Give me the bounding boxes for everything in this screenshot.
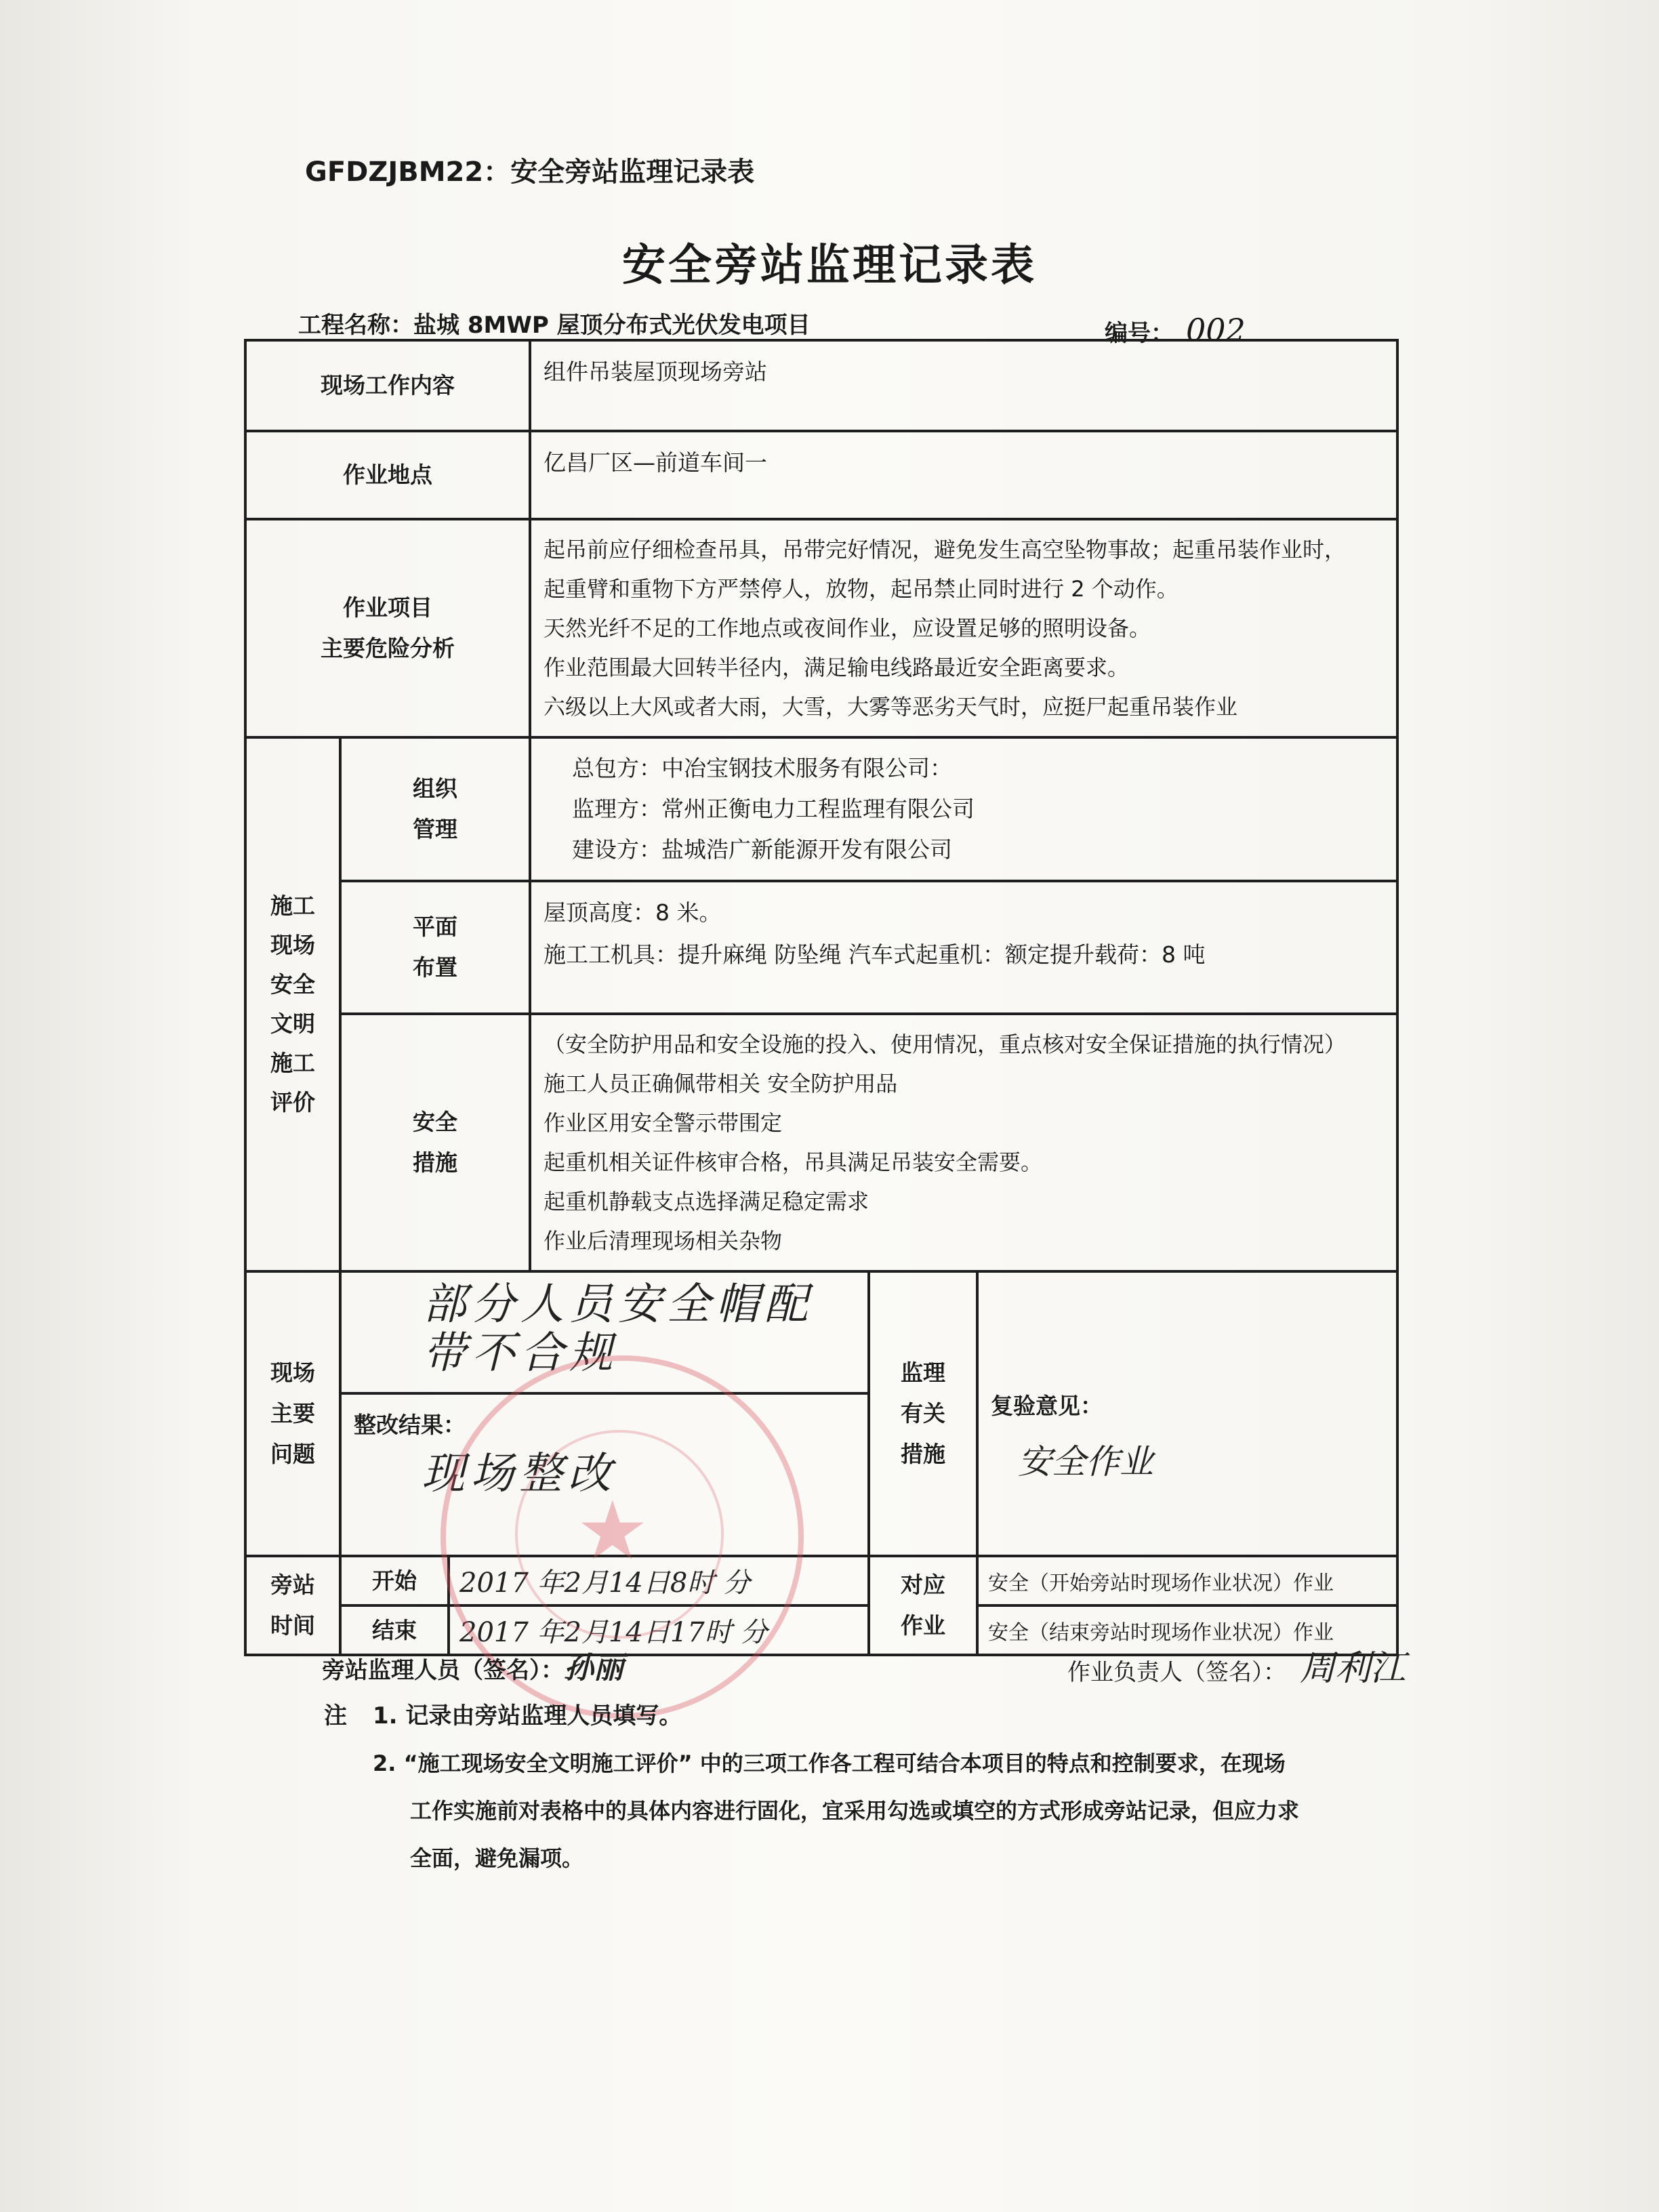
hazard-line: 起重臂和重物下方严禁停人，放物，起吊禁止同时进行 2 个动作。	[544, 576, 1179, 602]
work-label-line: 作业	[901, 1612, 946, 1639]
row-hazard	[245, 519, 1397, 737]
hazard-line: 六级以上大风或者大雨，大雪，大雾等恶劣天气时，应挺尸起重吊装作业	[544, 694, 1238, 720]
work-content-value: 组件吊装屋顶现场旁站	[530, 340, 1397, 431]
start-label: 开始	[340, 1556, 449, 1605]
evaluation-label-line: 文明	[270, 1010, 315, 1037]
measures-label	[869, 1271, 977, 1556]
measures-label-line: 措施	[901, 1441, 946, 1467]
issues-label-line: 主要	[270, 1400, 315, 1427]
red-seal-star-icon: ★	[576, 1484, 649, 1578]
plan-content	[530, 881, 1397, 1014]
rectify-label: 整改结果：	[354, 1412, 466, 1438]
row-org	[245, 737, 1397, 881]
work-content-label: 现场工作内容	[245, 340, 530, 431]
end-status: 安全（结束旁站时现场作业状况）作业	[977, 1605, 1397, 1655]
hazard-line: 作业范围最大回转半径内，满足输电线路最近安全距离要求。	[544, 655, 1130, 680]
page-title: 安全旁站监理记录表	[622, 241, 1037, 291]
hazard-line: 起吊前应仔细检查吊具，吊带完好情况，避免发生高空坠物事故；起重吊装作业时，	[544, 537, 1347, 562]
note-label: 注	[324, 1702, 347, 1729]
issue-cell	[340, 1271, 869, 1393]
issues-label-line: 问题	[270, 1441, 315, 1467]
safety-line: 施工人员正确佩带相关 安全防护用品	[544, 1071, 898, 1097]
responsible-label: 作业负责人（签名）：	[1067, 1659, 1286, 1686]
location-label: 作业地点	[245, 431, 530, 519]
responsible-signature-line	[1067, 1647, 1406, 1694]
review-label: 复验意见：	[991, 1393, 1103, 1419]
responsible-sign: 周利江	[1300, 1648, 1406, 1689]
issues-label	[245, 1271, 340, 1556]
location-value: 亿昌厂区—前道车间一	[530, 431, 1397, 519]
end-label: 结束	[340, 1605, 449, 1655]
hazard-label-line1: 作业项目	[343, 594, 432, 621]
start-time-value: 2017 年2月14日8时 分	[449, 1556, 869, 1605]
evaluation-label-line: 评价	[270, 1089, 315, 1115]
supervisor-sign: 孙丽	[564, 1651, 623, 1685]
measures-label-line: 有关	[901, 1400, 946, 1427]
project-name: 盐城 8MWP 屋顶分布式光伏发电项目	[413, 312, 811, 339]
plan-label-line: 布置	[413, 954, 457, 981]
time-label	[245, 1556, 340, 1655]
project-label: 工程名称：	[298, 312, 413, 339]
hazard-content	[530, 519, 1397, 737]
org-label-line: 管理	[413, 816, 457, 842]
safety-line: （安全防护用品和安全设施的投入、使用情况，重点核对安全保证措施的执行情况）	[544, 1031, 1347, 1057]
plan-label	[340, 881, 530, 1014]
evaluation-label-line: 施工	[270, 1050, 315, 1076]
time-label-line: 旁站	[270, 1572, 315, 1598]
handwritten-issue: 部分人员安全帽配带不合规	[423, 1279, 813, 1378]
safety-line: 作业区用安全警示带围定	[544, 1110, 783, 1136]
safety-line: 起重机相关证件核审合格，吊具满足吊装安全需要。	[544, 1149, 1043, 1175]
supervisor-label: 旁站监理人员（签名）：	[322, 1657, 564, 1684]
note-1: 1. 记录由旁站监理人员填写。	[373, 1702, 682, 1729]
number-label: 编号：	[1105, 320, 1174, 347]
review-cell	[977, 1271, 1397, 1556]
row-issues-top	[245, 1271, 1397, 1393]
evaluation-label-line: 施工	[270, 893, 315, 919]
org-line: 建设方：盐城浩广新能源开发有限公司	[572, 836, 953, 863]
safety-label-line: 措施	[413, 1149, 457, 1176]
safety-label-line: 安全	[413, 1109, 457, 1135]
end-time-value: 2017 年2月14日17时 分	[449, 1605, 869, 1655]
row-safety	[245, 1014, 1397, 1271]
row-location	[245, 431, 1397, 519]
handwritten-review: 安全作业	[1018, 1442, 1154, 1481]
evaluation-label-line: 现场	[270, 932, 315, 958]
org-line: 监理方：常州正衡电力工程监理有限公司	[572, 796, 975, 822]
safety-line: 起重机静载支点选择满足稳定需求	[544, 1189, 869, 1214]
plan-line: 施工工机具：提升麻绳 防坠绳 汽车式起重机：额定提升载荷：8 吨	[544, 941, 1206, 968]
hazard-label-line2: 主要危险分析	[321, 635, 455, 661]
plan-label-line: 平面	[413, 914, 457, 940]
time-label-line: 时间	[270, 1612, 315, 1639]
measures-label-line: 监理	[901, 1359, 946, 1386]
hazard-line: 天然光纤不足的工作地点或夜间作业，应设置足够的照明设备。	[544, 615, 1151, 641]
hazard-label	[245, 519, 530, 737]
row-plan	[245, 881, 1397, 1014]
org-line: 总包方：中冶宝钢技术服务有限公司：	[572, 755, 953, 781]
note-2-line3: 全面，避免漏项。	[410, 1845, 584, 1871]
start-status: 安全（开始旁站时现场作业状况）作业	[977, 1556, 1397, 1605]
handwritten-rectify: 现场整改	[422, 1449, 617, 1499]
work-label-line: 对应	[901, 1572, 946, 1598]
row-time-start	[245, 1556, 1397, 1605]
row-work-content	[245, 340, 1397, 431]
supervisor-signature-line	[322, 1647, 623, 1692]
project-line	[298, 306, 811, 340]
work-label	[869, 1556, 977, 1655]
plan-line: 屋顶高度：8 米。	[544, 899, 722, 926]
note-2-line2: 工作实施前对表格中的具体内容进行固化，宜采用勾选或填空的方式形成旁站记录，但应力求	[410, 1798, 1300, 1824]
evaluation-label-line: 安全	[270, 971, 315, 998]
supervision-record-table	[244, 339, 1399, 1656]
evaluation-label	[245, 737, 340, 1271]
safety-content	[530, 1014, 1397, 1271]
safety-line: 作业后清理现场相关杂物	[544, 1228, 783, 1254]
org-label-line: 组织	[413, 775, 457, 802]
org-label	[340, 737, 530, 881]
number-value: 002	[1186, 312, 1246, 348]
form-code-line: GFDZJBM22：安全旁站监理记录表	[305, 157, 755, 188]
safety-label	[340, 1014, 530, 1271]
issues-label-line: 现场	[270, 1359, 315, 1386]
note-2-line1: 2. “施工现场安全文明施工评价” 中的三项工作各工程可结合本项目的特点和控制要求，在现场	[373, 1750, 1286, 1776]
org-content	[530, 737, 1397, 881]
